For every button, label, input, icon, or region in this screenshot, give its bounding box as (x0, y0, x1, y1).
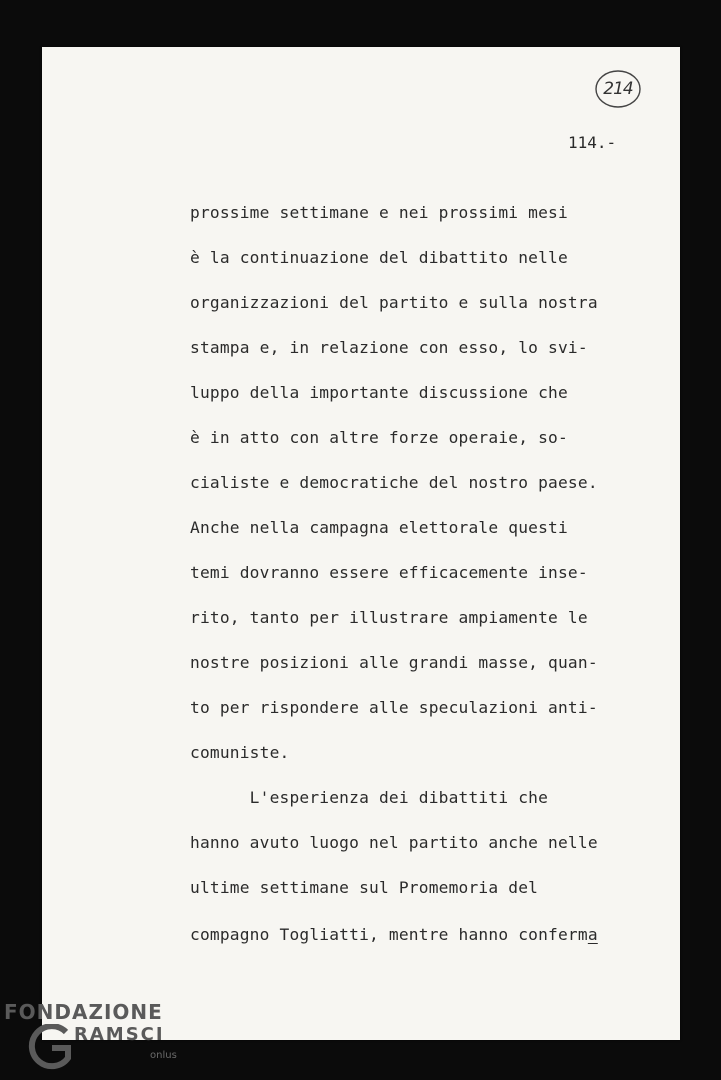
underlined-letter: a (587, 925, 598, 944)
text-line: L'esperienza dei dibattiti che (190, 788, 549, 807)
text-line: hanno avuto luogo nel partito anche nelle (190, 833, 598, 852)
text-line: stampa e, in relazione con esso, lo svi- (190, 338, 588, 357)
watermark-sub: onlus (150, 1050, 177, 1061)
archive-number-text: 214 (603, 79, 633, 99)
text-line: cialiste e democratiche del nostro paese. (190, 473, 598, 492)
text-line: prossime settimane e nei prossimi mesi (190, 203, 568, 222)
g-logo-icon (26, 1024, 74, 1074)
text-line: nostre posizioni alle grandi masse, quan- (190, 653, 598, 672)
text-line: temi dovranno essere efficacemente inse- (190, 563, 588, 582)
text-line: è in atto con altre forze operaie, so- (190, 428, 568, 447)
text-segment: compagno Togliatti, mentre hanno conferm (190, 925, 588, 944)
fondazione-gramsci-watermark (4, 1000, 179, 1078)
text-line: to per rispondere alle speculazioni anti- (190, 698, 598, 717)
text-line: ultime settimane sul Promemoria del (190, 878, 539, 897)
text-line: rito, tanto per illustrare ampiamente le (190, 608, 588, 627)
watermark-line1: FONDAZIONE (4, 1000, 163, 1024)
watermark-line2: RAMSCI (74, 1024, 165, 1045)
text-line: luppo della importante discussione che (190, 383, 568, 402)
text-line: è la continuazione del dibattito nelle (190, 248, 568, 267)
archive-number-stamp (593, 67, 643, 111)
page-number: 114.- (568, 133, 617, 152)
text-line: organizzazioni del partito e sulla nostra (190, 293, 598, 312)
text-line: Anche nella campagna elettorale questi (190, 518, 568, 537)
text-line-last (190, 925, 598, 944)
text-line: comuniste. (190, 743, 290, 762)
